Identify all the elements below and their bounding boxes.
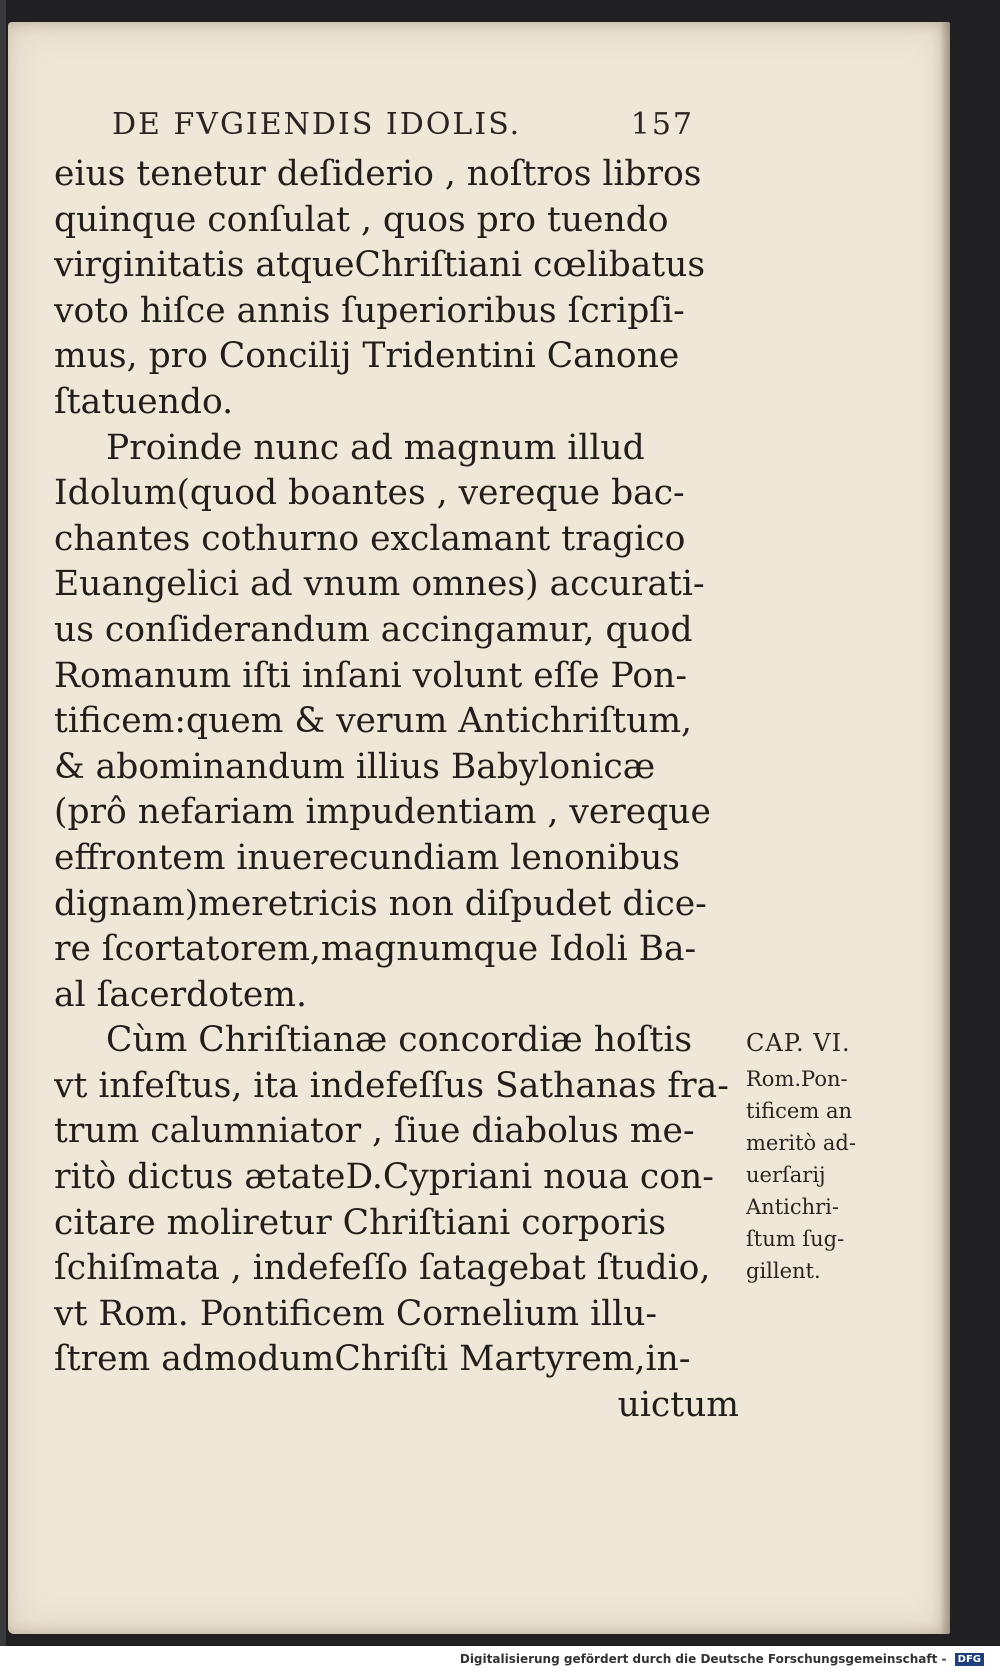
catchword: uictum xyxy=(617,1385,739,1426)
page-edge-shadow xyxy=(940,22,950,1634)
marginal-line: gillent. xyxy=(746,1259,821,1283)
marginal-line: Antichri- xyxy=(746,1195,839,1219)
marginal-line: uerſarij xyxy=(746,1163,826,1187)
body-line: al ſacerdotem. xyxy=(54,974,307,1015)
digitization-footer xyxy=(0,1646,1000,1676)
body-line: trum calumniator , ſiue diabolus me- xyxy=(54,1111,695,1152)
body-line: re ſcortatorem,magnumque Idoli Ba- xyxy=(54,929,697,970)
body-line: Proinde nunc ad magnum illud xyxy=(106,427,645,468)
body-line: ſtatuendo. xyxy=(54,381,234,422)
body-line: Cùm Chriſtianæ concordiæ hoſtis xyxy=(106,1020,693,1061)
body-line: virginitatis atqueChriſtiani cœlibatus xyxy=(54,245,706,286)
body-line: & abominandum illius Babylonicæ xyxy=(54,746,656,787)
running-head xyxy=(112,107,702,151)
chapter-label: CAP. VI. xyxy=(746,1029,851,1057)
binding-strip xyxy=(0,0,6,1646)
body-line: Idolum(quod boantes , vereque bac- xyxy=(54,473,685,514)
body-line: dignam)meretricis non diſpudet dice- xyxy=(54,883,707,924)
body-line: Euangelici ad vnum omnes) accurati- xyxy=(54,564,705,605)
body-line: quinque conſulat , quos pro tuendo xyxy=(54,199,669,240)
body-text xyxy=(54,152,739,1429)
body-line: citare moliretur Chriſtiani corporis xyxy=(54,1202,666,1243)
body-line: effrontem inuerecundiam lenonibus xyxy=(54,837,681,878)
page-number: 157 xyxy=(630,107,694,142)
body-line: tificem:quem & verum Antichriſtum, xyxy=(54,701,692,742)
body-line: ſchiſmata , indefeſſo ſatagebat ſtudio, xyxy=(54,1248,711,1289)
footer-credit-text: Digitalisierung gefördert durch die Deutsche Forschungsgemeinschaft - xyxy=(459,1652,947,1666)
body-line: vt infeſtus, ita indefeſſus Sathanas fra- xyxy=(54,1065,729,1106)
body-line: (prô nefariam impudentiam , vereque xyxy=(54,792,711,833)
marginal-note xyxy=(746,1023,896,1287)
marginal-line: tificem an xyxy=(746,1099,852,1123)
body-line: us conſiderandum accingamur, quod xyxy=(54,609,693,650)
body-line: vt Rom. Pontificem Cornelium illu- xyxy=(54,1293,658,1334)
body-line: ritò dictus ætateD.Cypriani noua con- xyxy=(54,1157,714,1198)
body-line: chantes cothurno exclamant tragico xyxy=(54,518,686,559)
body-line: voto hiſce annis ſuperioribus ſcripſi- xyxy=(54,290,685,331)
marginal-line: ſtum ſug- xyxy=(746,1227,845,1251)
marginal-line: meritò ad- xyxy=(746,1131,856,1155)
dfg-logo-icon: DFG xyxy=(955,1653,984,1666)
footer-credit xyxy=(460,1652,984,1666)
body-line: mus, pro Concilij Tridentini Canone xyxy=(54,336,680,377)
body-line: Romanum iſti inſani volunt eſſe Pon- xyxy=(54,655,687,696)
body-line: eius tenetur deſiderio , noſtros libros xyxy=(54,154,702,194)
running-title: DE FVGIENDIS IDOLIS. xyxy=(112,107,522,142)
marginal-line: Rom.Pon- xyxy=(746,1067,848,1091)
body-line: ſtrem admodumChriſti Martyrem,in- xyxy=(54,1339,691,1380)
